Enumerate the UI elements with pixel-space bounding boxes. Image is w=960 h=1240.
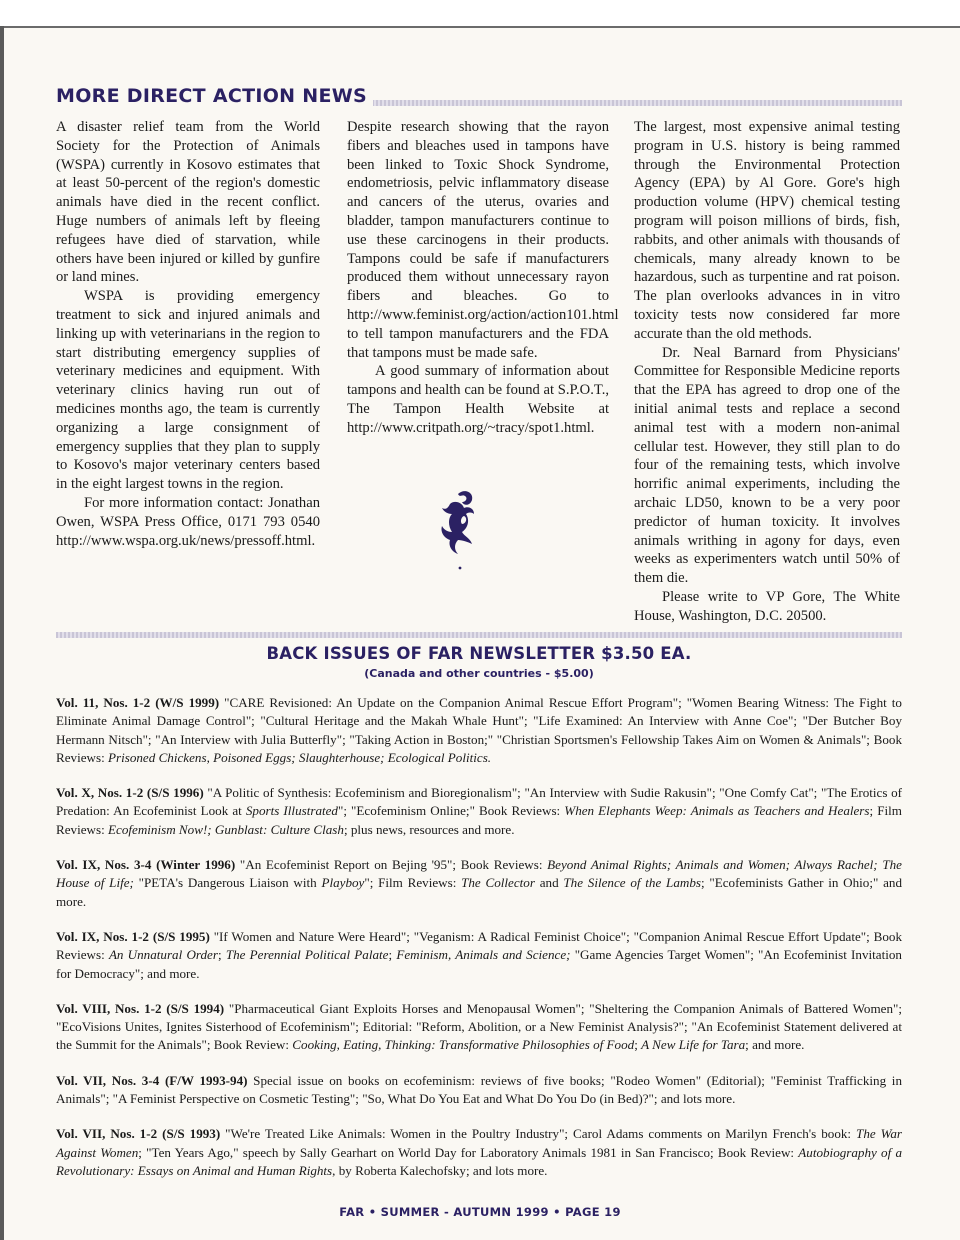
- article-column-2: [347, 118, 619, 438]
- issue-volume-label: Vol. X, Nos. 1-2 (S/S 1996): [56, 785, 204, 801]
- issue-title-italic: Cooking, Eating, Thinking: Transformative Philosophies of Food: [292, 1037, 635, 1053]
- issue-text: Special issue on books on ecofeminism: reviews of five books; "Rodeo Women" (Editorial); "Feminist Trafficking in Animals"; "A Feminist Perspective on Cosmetic Testing"; "So, What Do You Eat and What Do You Do (in Bed)?"; and lots more.: [56, 1072, 902, 1107]
- issue-volume-label: Vol. VII, Nos. 1-2 (S/S 1993): [56, 1126, 221, 1142]
- issue-text: ;: [217, 947, 226, 963]
- issue-text: "PETA's Dangerous Liaison with: [133, 875, 322, 891]
- back-issue-entry: [56, 1072, 902, 1109]
- issue-text: ;: [634, 1037, 642, 1053]
- issue-title-italic: Beyond Animal Rights; Animals and Women; Always Rachel; The House of Life;: [56, 857, 902, 891]
- section-divider: [56, 632, 902, 638]
- issue-text: "; Film Reviews:: [364, 875, 462, 891]
- article-paragraph: Dr. Neal Barnard from Physicians' Committee for Responsible Medicine reports that the EPA has agreed to drop one of the initial animal tests and replace a second animal test with a modern non-animal cellular test. However, they still plan to do four of the remaining tests, which involve horrific animal experiments, including the archaic LD50, known to be a very poor predictor of human toxicity. It involves animals writhing in agony for days, even weeks as experimenters watch until 50% of them die.: [634, 344, 900, 587]
- issue-title-italic: The Perennial Political Palate: [225, 947, 389, 963]
- issue-volume-label: Vol. 11, Nos. 1-2 (W/S 1999): [56, 695, 220, 710]
- issue-title-italic: The Collector: [461, 875, 535, 891]
- article-paragraph: Please write to VP Gore, The White House, Washington, D.C. 20500.: [634, 588, 900, 624]
- issue-title-italic: Autobiography of a Revolutionary: Essays on Animal and Human Rights: [56, 1144, 902, 1178]
- issue-text: and: [534, 875, 564, 891]
- issue-title-italic: Prisoned Chickens, Poisoned Eggs; Slaughterhouse; Ecological Politics.: [108, 749, 492, 765]
- issue-volume-label: Vol. IX, Nos. 1-2 (S/S 1995): [56, 928, 210, 944]
- dancing-figure-ornament-icon: [428, 486, 492, 576]
- back-issue-entry: [56, 694, 902, 767]
- issue-text: "We're Treated Like Animals: Women in the Poultry Industry"; Carol Adams comments on Marilyn French's book:: [220, 1126, 857, 1142]
- page-top-edge: [0, 0, 960, 28]
- issue-text: , by Roberta Kalechofsky; and lots more.: [332, 1162, 548, 1178]
- issue-text: "Pharmaceutical Giant Exploits Horses and Menopausal Women"; "Sheltering the Companion Animals of Battered Women"; "EcoVisions Unites, Ignites Sisterhood of Ecofeminism"; Editorial: "Reform, Abolition, or a New Feminist Analysis?"; "An Ecofeminist Statement delivered at the Summit for the Animals"; Book Review:: [56, 1000, 902, 1053]
- back-issue-entry: [56, 784, 902, 839]
- article-paragraph: WSPA is providing emergency treatment to sick and injured animals and linking up with veterinarians in the region to start distributing emergency supplies of veterinary medicines and equipment. With veterinary clinics having run out of medicines months ago, the team is currently organizing a large consignment of emergency supplies that they plan to supply to Kosovo's major veterinary centers based in the eight largest towns in the region.: [56, 288, 320, 493]
- issue-volume-label: Vol. VII, Nos. 3-4 (F/W 1993-94): [56, 1072, 248, 1088]
- issue-text: "Game Agencies Target Women"; "An Ecofeminist Invitation for Democracy"; and more.: [56, 947, 902, 981]
- back-issue-entry: [56, 1125, 902, 1180]
- article-paragraph: For more information contact: Jonathan Owen, WSPA Press Office, 0171 793 0540 http://www.wspa.org.uk/news/pressoff.html.: [56, 494, 320, 549]
- issue-volume-label: Vol. VIII, Nos. 1-2 (S/S 1994): [56, 1000, 225, 1016]
- issue-title-italic: Ecofeminism Now!; Gunblast: Culture Clash: [108, 821, 344, 837]
- issue-volume-label: Vol. IX, Nos. 3-4 (Winter 1996): [56, 857, 236, 873]
- issue-text: "An Ecofeminist Report on Bejing '95"; Book Reviews:: [235, 857, 548, 873]
- issue-text: "A Politic of Synthesis: Ecofeminism and Bioregionalism"; "An Interview with Sudie Rakusin"; "One Comfy Cat"; "The Erotics of Predation: An Ecofeminist Look at: [56, 785, 903, 819]
- page-left-edge: [0, 26, 4, 1240]
- article-column-1: [56, 118, 320, 550]
- issue-title-italic: The Silence of the Lambs: [563, 875, 701, 891]
- back-issue-entry: [56, 1000, 902, 1055]
- article-column-3: [634, 118, 900, 626]
- issue-title-italic: An Unnatural Order: [108, 947, 218, 963]
- page-footer: FAR • SUMMER - AUTUMN 1999 • PAGE 19: [339, 1205, 621, 1219]
- article-paragraph: Despite research showing that the rayon fibers and bleaches used in tampons have been linked to Toxic Shock Syndrome, endometriosis, pelvic inflammatory disease and cancers of the uterus, ovaries and bladder, tampon manufacturers continue to use these carcinogens in their products. Tampons could be safe if manufacturers produced them without unnecessary rayon fibers and bleaches. Go to http://www.feminist.org/action/action101.html to tell tampon manufacturers and the FDA that tampons must be made safe.: [347, 119, 619, 361]
- back-issues-subtitle: (Canada and other countries - $5.00): [364, 667, 594, 680]
- issue-text: "If Women and Nature Were Heard"; "Veganism: A Radical Feminist Choice"; "Companion Animal Rescue Effort Update"; Book Reviews:: [56, 928, 902, 963]
- article-paragraph: A good summary of information about tampons and health can be found at S.P.O.T., The Tampon Health Website at http://www.critpath.org/~tracy/spot1.html.: [347, 363, 609, 436]
- issue-text: "CARE Revisioned: An Update on the Companion Animal Rescue Effort Program"; "Women Bearing Witness: The Fight to Eliminate Animal Damage Control"; "Cultural Heritage and the Makah Whale Hunt"; "Life Examined: An Interview with Anne Coe"; "Der Butcher Boy Hermann Nitsch"; "An Interview with Julia Butterfly"; "Taking Action in Boston;" "Christian Sportsmen's Fellowship Takes Aim on Women & Animals"; Book Reviews:: [56, 695, 902, 765]
- article-paragraph: A disaster relief team from the World Society for the Protection of Animals (WSPA) currently in Kosovo estimates that at least 50-percent of the region's domestic animals have died in the recent conflict. Huge numbers of animals left by fleeing refugees have died of starvation, while others have been injured or killed by gunfire or land mines.: [56, 119, 320, 286]
- back-issues-list: [56, 694, 902, 1197]
- issue-text: ;: [388, 947, 397, 963]
- issue-text: ; Film Reviews:: [56, 803, 902, 837]
- issue-title-italic: Playboy: [321, 875, 365, 891]
- issue-title-italic: The War Against Women: [56, 1126, 902, 1160]
- issue-title-italic: When Elephants Weep: Animals as Teachers and Healers: [564, 803, 870, 819]
- issue-text: ; plus news, resources and more.: [343, 821, 515, 837]
- issue-text: ; "Ten Years Ago," speech by Sally Gearhart on World Day for Laboratory Animals 1981 in San Francisco; Book Review:: [138, 1144, 799, 1160]
- issue-text: "; "Ecofeminism Online;" Book Reviews:: [337, 803, 565, 819]
- back-issues-title: BACK ISSUES OF FAR NEWSLETTER $3.50 EA.: [266, 644, 692, 663]
- issue-title-italic: Feminism, Animals and Science;: [396, 947, 571, 963]
- issue-text: ; and more.: [745, 1037, 805, 1053]
- back-issue-entry: [56, 856, 902, 911]
- article-paragraph: The largest, most expensive animal testing program in U.S. history is being rammed through the Environmental Protection Agency (EPA) by Al Gore. Gore's high production volume (HPV) chemical testing program will poison millions of birds, fish, rabbits, and other animals with thousands of chemicals, many already known to be hazardous, such as turpentine and rat poison. The plan overlooks advances in in vitro toxicity tests now considered far more accurate than the old methods.: [634, 119, 900, 342]
- issue-title-italic: A New Life for Tara: [641, 1037, 746, 1053]
- section-title: MORE DIRECT ACTION NEWS: [56, 84, 373, 108]
- issue-text: ; "Ecofeminists Gather in Ohio;" and more.: [56, 875, 902, 909]
- back-issue-entry: [56, 928, 902, 983]
- section-header: [56, 84, 902, 108]
- issue-title-italic: Sports Illustrated: [245, 803, 338, 819]
